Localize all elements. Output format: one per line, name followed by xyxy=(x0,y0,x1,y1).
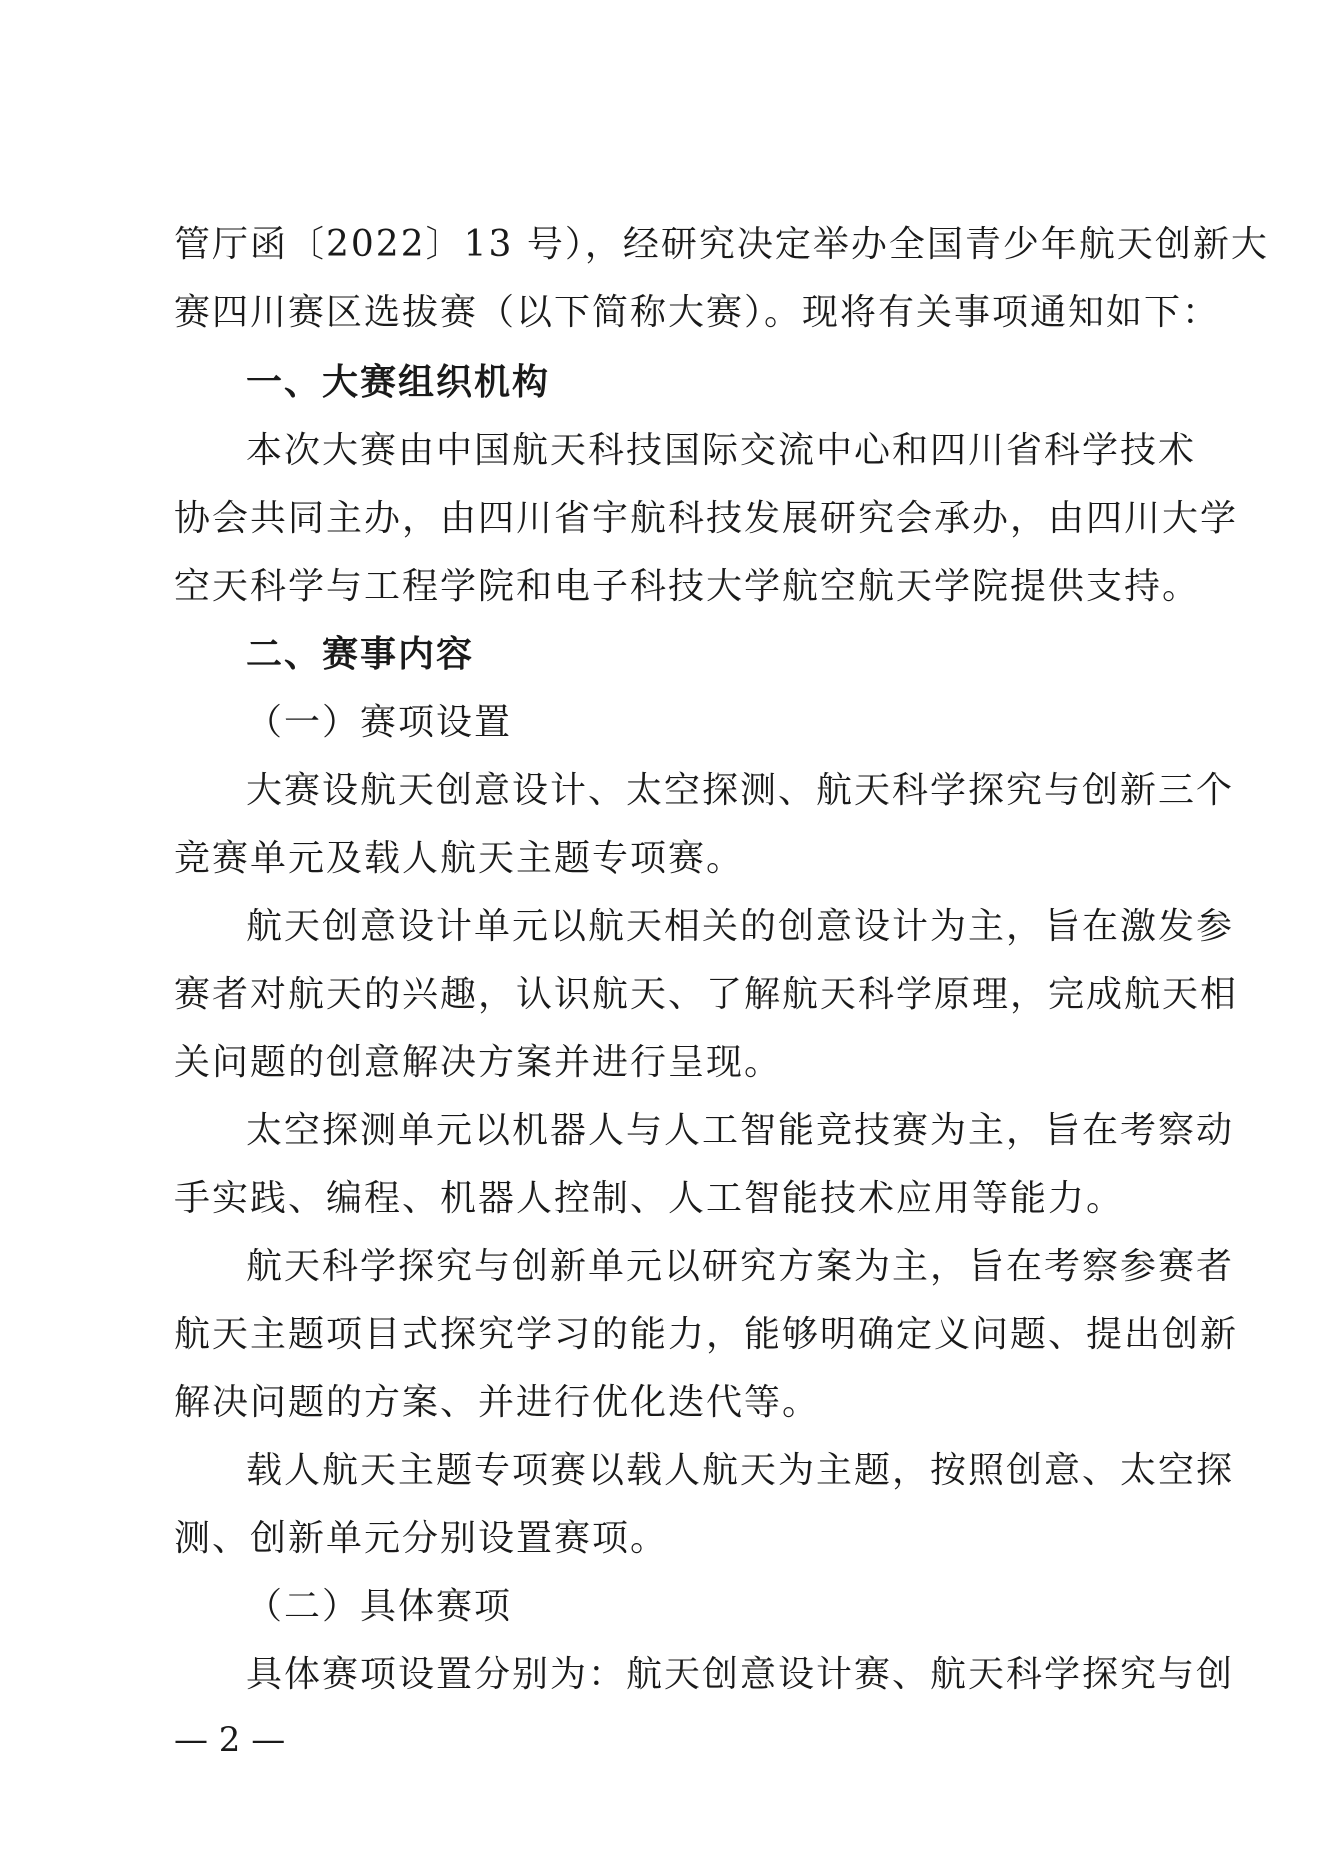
body-text-line: 大赛设航天创意设计、太空探测、航天科学探究与创新三个 xyxy=(246,770,1235,811)
section-heading: 二、赛事内容 xyxy=(246,634,475,675)
body-text-line: 航天科学探究与创新单元以研究方案为主，旨在考察参赛者 xyxy=(246,1246,1235,1287)
section-heading: 一、大赛组织机构 xyxy=(246,362,551,403)
body-text-line: 关问题的创意解决方案并进行呈现。 xyxy=(174,1042,783,1083)
body-text-line: 赛四川赛区选拔赛（以下简称大赛）。现将有关事项通知如下： xyxy=(174,292,1221,333)
body-text-line: 协会共同主办，由四川省宇航科技发展研究会承办，由四川大学 xyxy=(174,498,1239,539)
body-text-line: 测、创新单元分别设置赛项。 xyxy=(174,1518,669,1559)
body-text-line: 空天科学与工程学院和电子科技大学航空航天学院提供支持。 xyxy=(174,566,1201,607)
page-number: — 2 — xyxy=(174,1720,286,1760)
body-text-line: 航天主题项目式探究学习的能力，能够明确定义问题、提出创新 xyxy=(174,1314,1239,1355)
body-text-line: 本次大赛由中国航天科技国际交流中心和四川省科学技术 xyxy=(246,430,1197,471)
body-text-line: 管厅函〔2022〕13 号），经研究决定举办全国青少年航天创新大 xyxy=(174,224,1269,265)
body-text-line: 太空探测单元以机器人与人工智能竞技赛为主，旨在考察动 xyxy=(246,1110,1235,1151)
body-text-line: 手实践、编程、机器人控制、人工智能技术应用等能力。 xyxy=(174,1178,1125,1219)
subsection-heading: （二）具体赛项 xyxy=(246,1586,513,1627)
body-text-line: 载人航天主题专项赛以载人航天为主题，按照创意、太空探 xyxy=(246,1450,1235,1491)
subsection-heading: （一）赛项设置 xyxy=(246,702,513,743)
body-text-line: 解决问题的方案、并进行优化迭代等。 xyxy=(174,1382,821,1423)
body-text-line: 竞赛单元及载人航天主题专项赛。 xyxy=(174,838,745,879)
body-text-line: 赛者对航天的兴趣，认识航天、了解航天科学原理，完成航天相 xyxy=(174,974,1239,1015)
body-text-line: 具体赛项设置分别为：航天创意设计赛、航天科学探究与创 xyxy=(246,1654,1235,1695)
body-text-line: 航天创意设计单元以航天相关的创意设计为主，旨在激发参 xyxy=(246,906,1235,947)
